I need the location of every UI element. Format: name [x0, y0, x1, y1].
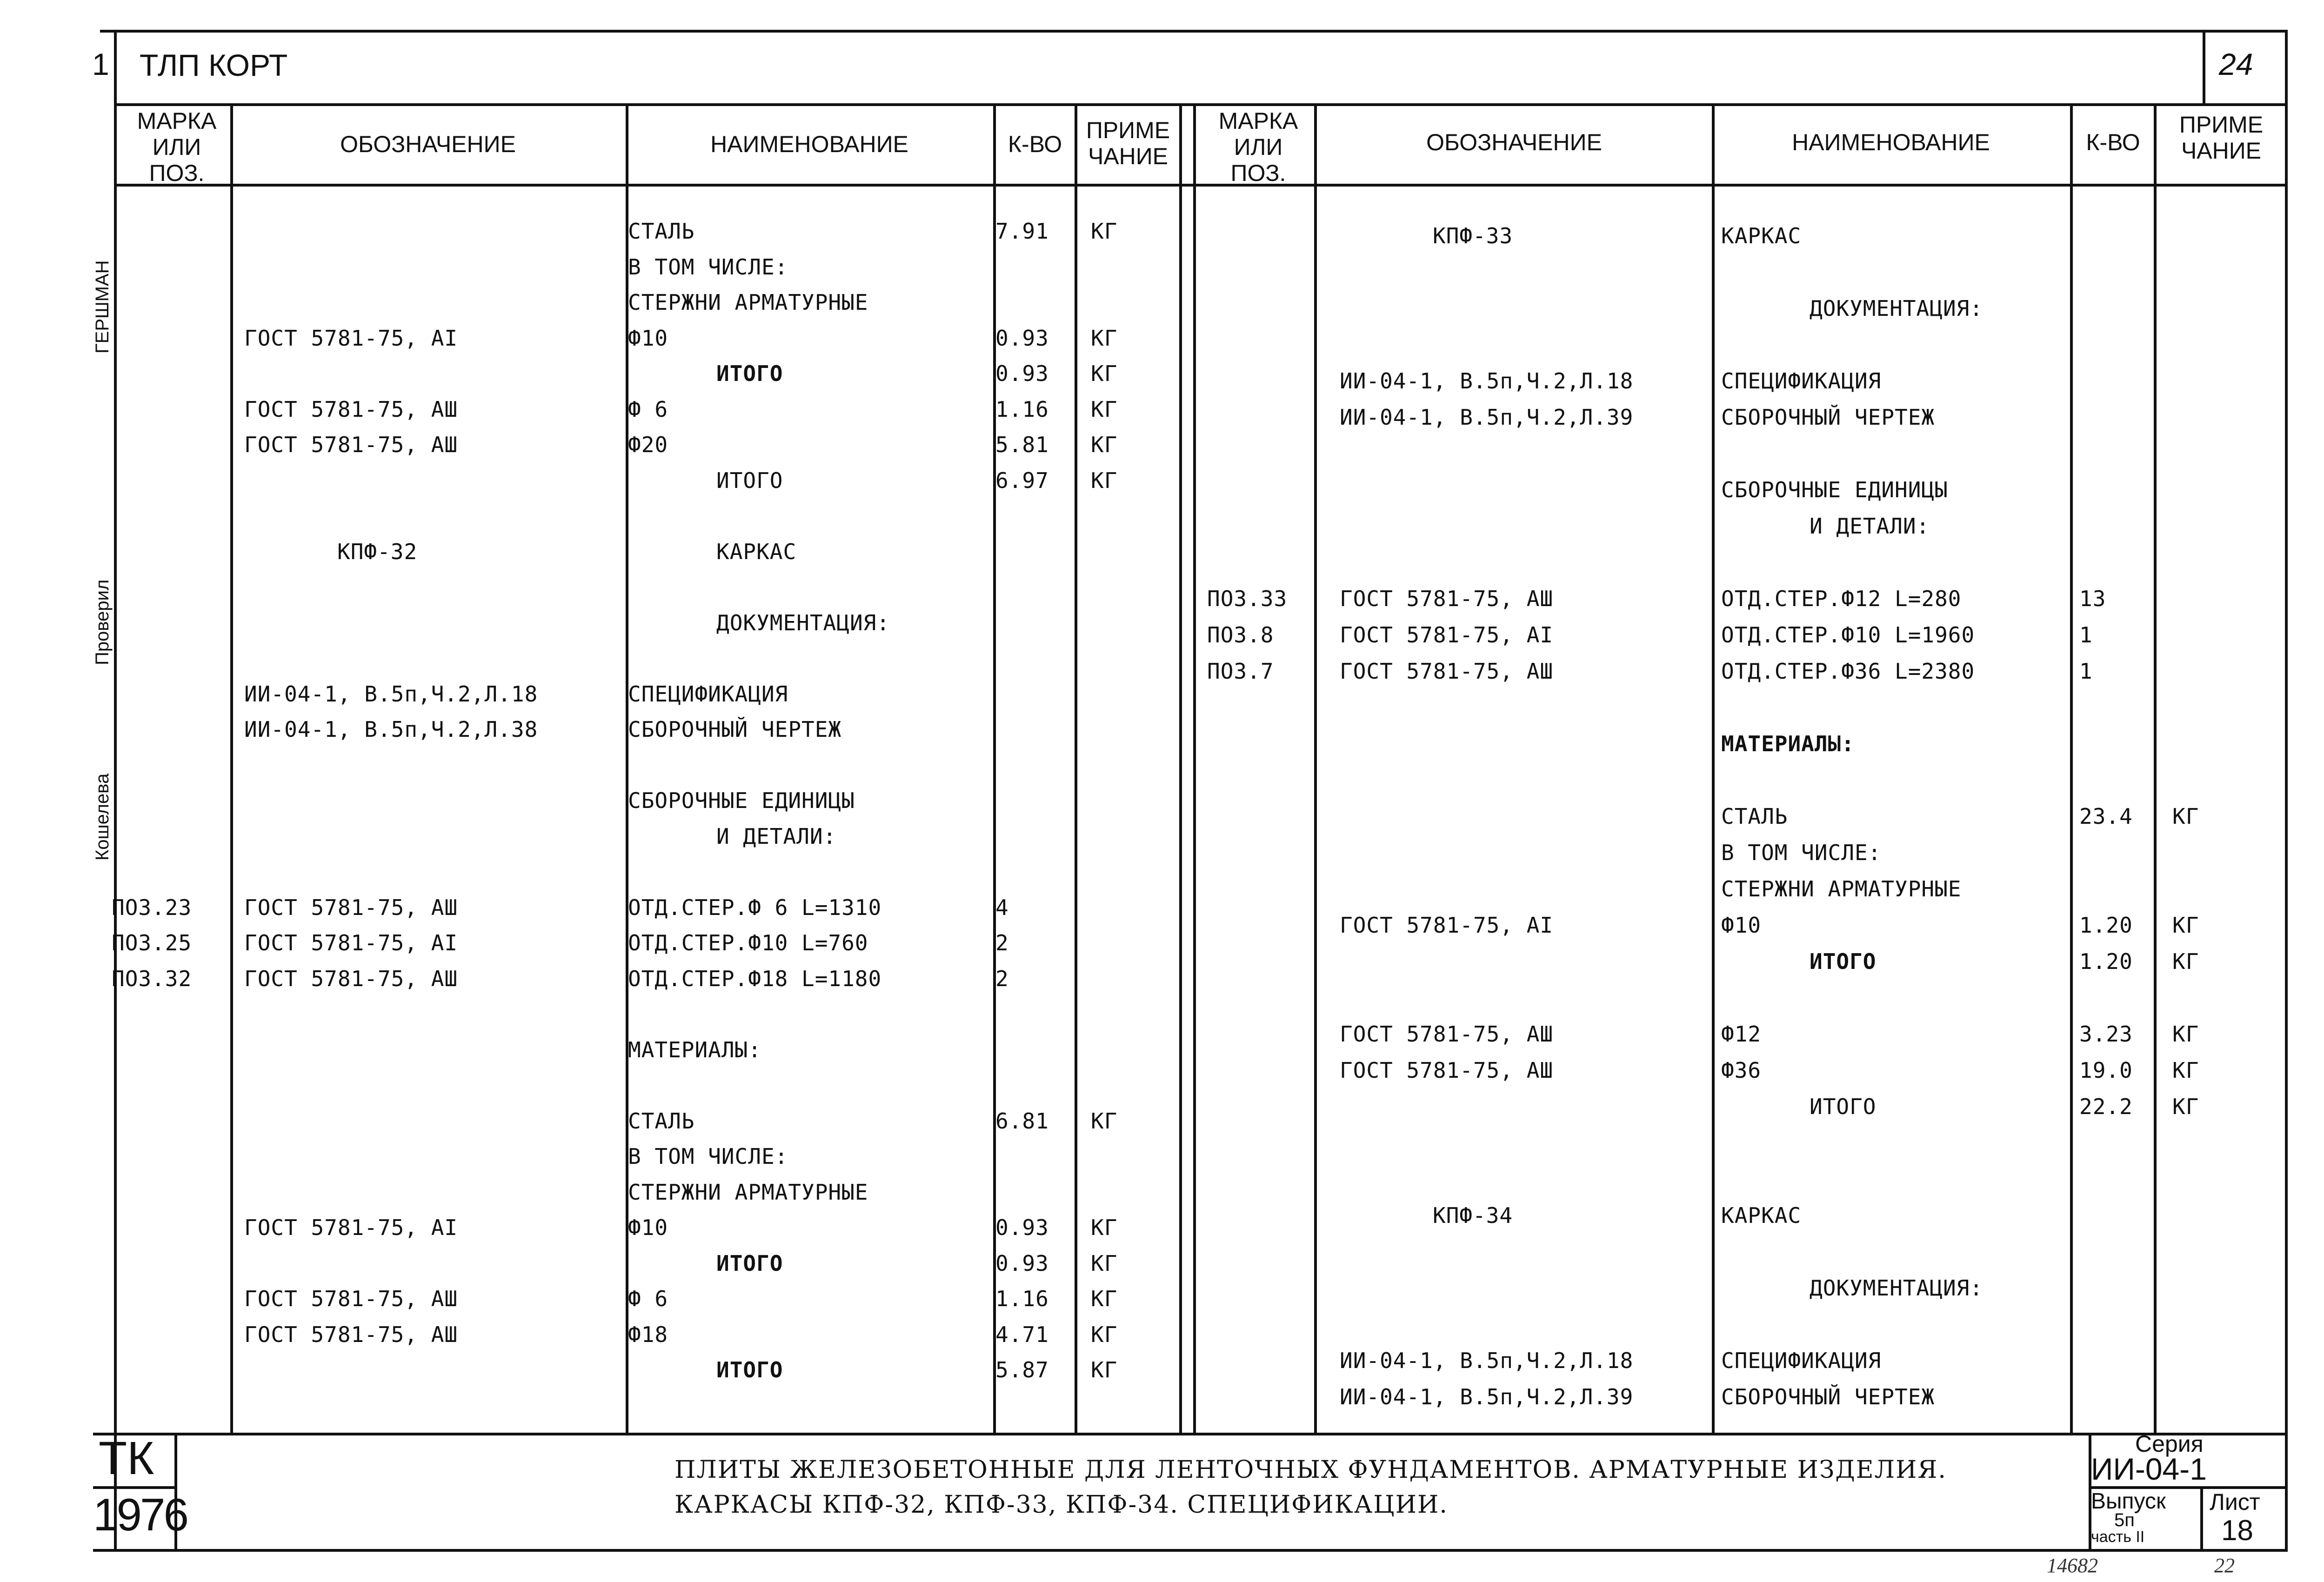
right-row-qty-cell: 22.2: [2079, 1094, 2133, 1119]
right-row-designation-cell: ИИ-04-1, В.5п,Ч.2,Л.18: [1340, 1348, 1634, 1373]
tk-label: ТК: [99, 1432, 154, 1484]
right-row-mark-cell: ПОЗ.33: [1207, 586, 1288, 611]
right-row-designation-cell: КПФ-34: [1433, 1203, 1513, 1228]
series-value: ИИ-04-1: [2091, 1452, 2207, 1486]
left-row-note-cell: КГ: [1091, 1357, 1118, 1382]
right-row-designation-cell: ГОСТ 5781-75, АШ: [1340, 1058, 1554, 1083]
sheet-value: 18: [2221, 1515, 2253, 1547]
left-row-note-cell: КГ: [1091, 219, 1118, 244]
left-row-qty-cell: 4: [995, 894, 1009, 920]
right-col-line-1: [1314, 103, 1317, 1434]
right-row-qty-cell: 1.20: [2079, 949, 2133, 974]
left-row-name-cell: Ф10: [628, 1215, 668, 1240]
header-qty-right: К-ВО: [2086, 129, 2140, 155]
left-row-designation-cell: ГОСТ 5781-75, АШ: [244, 894, 458, 920]
left-row-name-cell: ОТД.СТЕР.Ф10 L=760: [628, 930, 868, 955]
right-row-name-cell: В ТОМ ЧИСЛЕ:: [1721, 840, 1882, 865]
frame-right: [2285, 30, 2288, 1551]
right-row-name-cell: СБОРОЧНЫЕ ЕДИНИЦЫ: [1721, 477, 1948, 502]
left-row-designation-cell: ГОСТ 5781-75, АШ: [244, 1286, 458, 1311]
left-row-designation-cell: ГОСТ 5781-75, АШ: [244, 396, 458, 422]
left-row-qty-cell: 5.81: [995, 432, 1049, 457]
right-row-name-cell: И ДЕТАЛИ:: [1810, 514, 1930, 539]
left-row-name-cell: СТЕРЖНИ АРМАТУРНЫЕ: [628, 1179, 868, 1205]
right-row-name-cell: Ф12: [1721, 1021, 1762, 1047]
left-row-note-cell: КГ: [1091, 432, 1118, 457]
right-row-qty-cell: 13: [2079, 586, 2106, 611]
left-row-name-cell: Ф 6: [628, 396, 668, 422]
right-row-name-cell: ИТОГО: [1810, 1094, 1877, 1119]
left-row-designation-cell: ГОСТ 5781-75, АI: [244, 930, 458, 955]
right-row-qty-cell: 1: [2079, 659, 2093, 684]
right-row-note-cell: КГ: [2172, 949, 2199, 974]
left-row-name-cell: СТЕРЖНИ АРМАТУРНЫЕ: [628, 290, 868, 315]
inventory-number: 14682: [2047, 1554, 2098, 1577]
year-label: 1976: [93, 1489, 187, 1540]
right-row-designation-cell: ГОСТ 5781-75, АШ: [1340, 1021, 1554, 1047]
left-row-note-cell: КГ: [1091, 1322, 1118, 1347]
left-row-qty-cell: 6.81: [995, 1108, 1049, 1134]
left-row-note-cell: КГ: [1091, 1250, 1118, 1276]
left-row-qty-cell: 0.93: [995, 1215, 1049, 1240]
organization-title: ТЛП КОРТ: [140, 48, 288, 82]
right-row-note-cell: КГ: [2172, 1094, 2199, 1119]
right-row-name-cell: СБОРОЧНЫЙ ЧЕРТЕЖ: [1721, 1384, 1935, 1409]
left-row-name-cell: СБОРОЧНЫЕ ЕДИНИЦЫ: [628, 788, 855, 813]
left-row-note-cell: КГ: [1091, 1215, 1118, 1240]
left-row-name-cell: СПЕЦИФИКАЦИЯ: [628, 681, 788, 707]
header-note-left: ПРИМЕ ЧАНИЕ: [1086, 117, 1170, 169]
left-row-note-cell: КГ: [1091, 325, 1118, 351]
right-row-designation-cell: ИИ-04-1, В.5п,Ч.2,Л.39: [1340, 1384, 1634, 1409]
right-row-designation-cell: ГОСТ 5781-75, АI: [1340, 622, 1554, 647]
frame-left: [114, 30, 117, 1551]
left-row-designation-cell: КПФ-32: [337, 539, 418, 564]
frame-top: [100, 30, 2286, 33]
left-row-note-cell: КГ: [1091, 467, 1118, 493]
right-row-mark-cell: ПОЗ.7: [1207, 659, 1274, 684]
header-name-left: НАИМЕНОВАНИЕ: [710, 131, 908, 157]
right-row-designation-cell: ГОСТ 5781-75, АШ: [1340, 586, 1554, 611]
right-row-qty-cell: 1.20: [2079, 913, 2133, 938]
left-row-designation-cell: ГОСТ 5781-75, АI: [244, 1215, 458, 1240]
right-row-name-cell: ДОКУМЕНТАЦИЯ:: [1810, 1275, 1983, 1301]
footer-top-line: [93, 1433, 2288, 1435]
column-header-divider: [114, 184, 2286, 187]
left-row-name-cell: И ДЕТАЛИ:: [716, 823, 837, 849]
right-row-designation-cell: ГОСТ 5781-75, АI: [1340, 913, 1554, 938]
header-mark-left: МАРКА ИЛИ ПОЗ.: [137, 108, 217, 186]
left-row-name-cell: Ф20: [628, 432, 668, 457]
left-row-qty-cell: 5.87: [995, 1357, 1049, 1382]
frame-bottom: [93, 1549, 2288, 1552]
left-row-qty-cell: 1.16: [995, 1286, 1049, 1311]
left-row-name-cell: СБОРОЧНЫЙ ЧЕРТЕЖ: [628, 717, 842, 742]
right-row-name-cell: ОТД.СТЕР.Ф36 L=2380: [1721, 659, 1975, 684]
right-row-name-cell: ОТД.СТЕР.Ф12 L=280: [1721, 586, 1962, 611]
left-row-qty-cell: 2: [995, 930, 1009, 955]
right-row-name-cell: СБОРОЧНЫЙ ЧЕРТЕЖ: [1721, 405, 1935, 430]
right-row-name-cell: МАТЕРИАЛЫ:: [1721, 731, 1855, 756]
side-label-kosheleva: Кошелева: [92, 773, 113, 861]
page-number: 24: [2219, 47, 2253, 81]
right-row-name-cell: Ф36: [1721, 1058, 1762, 1083]
left-row-name-cell: Ф18: [628, 1322, 668, 1347]
right-row-name-cell: ОТД.СТЕР.Ф10 L=1960: [1721, 622, 1975, 647]
center-divider: [1193, 103, 1196, 1434]
right-row-note-cell: КГ: [2172, 1058, 2199, 1083]
corner-mark: 1: [92, 47, 109, 81]
right-row-name-cell: КАРКАС: [1721, 223, 1802, 248]
side-label-checked: Проверил: [92, 579, 113, 665]
left-row-designation-cell: ГОСТ 5781-75, АI: [244, 325, 458, 351]
left-row-name-cell: ДОКУМЕНТАЦИЯ:: [716, 610, 890, 635]
left-row-name-cell: ИТОГО: [716, 1357, 783, 1382]
right-row-name-cell: Ф10: [1721, 913, 1762, 938]
right-row-name-cell: ИТОГО: [1810, 949, 1877, 974]
right-row-mark-cell: ПОЗ.8: [1207, 622, 1274, 647]
left-row-note-cell: КГ: [1091, 396, 1118, 422]
left-col-line-1: [230, 103, 233, 1434]
left-row-designation-cell: ГОСТ 5781-75, АШ: [244, 1322, 458, 1347]
right-row-qty-cell: 1: [2079, 622, 2093, 647]
left-row-name-cell: Ф10: [628, 325, 668, 351]
right-row-qty-cell: 3.23: [2079, 1021, 2133, 1047]
right-row-qty-cell: 23.4: [2079, 804, 2133, 829]
series-label: Серия: [2135, 1431, 2204, 1457]
issue-label: Выпуск: [2091, 1489, 2166, 1514]
left-row-designation-cell: ГОСТ 5781-75, АШ: [244, 432, 458, 457]
left-row-designation-cell: ИИ-04-1, В.5п,Ч.2,Л.38: [244, 717, 538, 742]
left-col-line-5: [1179, 103, 1182, 1434]
sheet-box-left: [2200, 1486, 2203, 1551]
inventory-number-2: 22: [2214, 1554, 2235, 1577]
right-row-name-cell: КАРКАС: [1721, 1203, 1802, 1228]
right-row-name-cell: СПЕЦИФИКАЦИЯ: [1721, 1348, 1882, 1373]
left-row-note-cell: КГ: [1091, 1108, 1118, 1134]
left-row-qty-cell: 6.97: [995, 467, 1049, 493]
left-row-name-cell: ИТОГО: [716, 1250, 783, 1276]
right-row-note-cell: КГ: [2172, 913, 2199, 938]
issue-value: 5п: [2114, 1510, 2135, 1530]
right-row-qty-cell: 19.0: [2079, 1058, 2133, 1083]
left-row-name-cell: В ТОМ ЧИСЛЕ:: [628, 1144, 788, 1169]
drawing-title-line-1: ПЛИТЫ ЖЕЛЕЗОБЕТОННЫЕ ДЛЯ ЛЕНТОЧНЫХ ФУНДАМЕНТОВ. АРМАТУРНЫЕ ИЗДЕЛИЯ.: [674, 1456, 1947, 1484]
left-row-qty-cell: 2: [995, 966, 1009, 991]
left-row-name-cell: ИТОГО: [716, 467, 783, 493]
right-row-name-cell: ДОКУМЕНТАЦИЯ:: [1810, 296, 1983, 321]
header-designation-left: ОБОЗНАЧЕНИЕ: [340, 131, 516, 157]
right-row-designation-cell: ИИ-04-1, В.5п,Ч.2,Л.39: [1340, 405, 1634, 430]
right-row-name-cell: СПЕЦИФИКАЦИЯ: [1721, 368, 1882, 394]
header-divider: [114, 103, 2286, 106]
left-row-name-cell: ОТД.СТЕР.Ф 6 L=1310: [628, 894, 882, 920]
left-row-qty-cell: 0.93: [995, 1250, 1049, 1276]
page-number-box-line: [2203, 30, 2205, 105]
header-qty-left: К-ВО: [1008, 131, 1062, 157]
right-row-name-cell: СТАЛЬ: [1721, 804, 1788, 829]
right-row-designation-cell: ИИ-04-1, В.5п,Ч.2,Л.18: [1340, 368, 1634, 394]
left-row-mark-cell: ПОЗ.23: [112, 894, 192, 920]
right-col-line-2: [1712, 103, 1715, 1434]
right-row-designation-cell: КПФ-33: [1433, 223, 1513, 248]
right-row-note-cell: КГ: [2172, 1021, 2199, 1047]
left-row-name-cell: МАТЕРИАЛЫ:: [628, 1037, 761, 1062]
right-row-note-cell: КГ: [2172, 804, 2199, 829]
header-designation-right: ОБОЗНАЧЕНИЕ: [1426, 129, 1602, 155]
left-row-qty-cell: 1.16: [995, 396, 1049, 422]
left-row-mark-cell: ПОЗ.32: [112, 966, 192, 991]
sheet-label: Лист: [2210, 1489, 2260, 1515]
left-row-mark-cell: ПОЗ.25: [112, 930, 192, 955]
right-col-line-4: [2154, 103, 2157, 1434]
left-row-qty-cell: 7.91: [995, 219, 1049, 244]
right-row-designation-cell: ГОСТ 5781-75, АШ: [1340, 659, 1554, 684]
left-row-note-cell: КГ: [1091, 361, 1118, 386]
left-row-designation-cell: ГОСТ 5781-75, АШ: [244, 966, 458, 991]
left-row-designation-cell: ИИ-04-1, В.5п,Ч.2,Л.18: [244, 681, 538, 707]
left-row-name-cell: В ТОМ ЧИСЛЕ:: [628, 254, 788, 280]
drawing-title-line-2: КАРКАСЫ КПФ-32, КПФ-33, КПФ-34. СПЕЦИФИКАЦИИ.: [674, 1491, 1448, 1519]
left-col-line-4: [1075, 103, 1077, 1434]
left-row-name-cell: ОТД.СТЕР.Ф18 L=1180: [628, 966, 882, 991]
left-row-name-cell: СТАЛЬ: [628, 1108, 695, 1134]
left-row-name-cell: КАРКАС: [716, 539, 797, 564]
left-row-qty-cell: 0.93: [995, 361, 1049, 386]
left-row-qty-cell: 4.71: [995, 1322, 1049, 1347]
header-mark-right: МАРКА ИЛИ ПОЗ.: [1218, 108, 1298, 186]
right-row-name-cell: СТЕРЖНИ АРМАТУРНЫЕ: [1721, 876, 1962, 901]
left-row-qty-cell: 0.93: [995, 325, 1049, 351]
header-note-right: ПРИМЕ ЧАНИЕ: [2179, 112, 2264, 164]
left-row-name-cell: ИТОГО: [716, 361, 783, 386]
right-col-line-3: [2070, 103, 2073, 1434]
left-row-name-cell: Ф 6: [628, 1286, 668, 1311]
header-name-right: НАИМЕНОВАНИЕ: [1792, 129, 1990, 155]
side-label-gershman: ГЕРШМАН: [92, 260, 113, 354]
part-value: часть II: [2091, 1528, 2145, 1546]
left-row-note-cell: КГ: [1091, 1286, 1118, 1311]
left-row-name-cell: СТАЛЬ: [628, 219, 695, 244]
